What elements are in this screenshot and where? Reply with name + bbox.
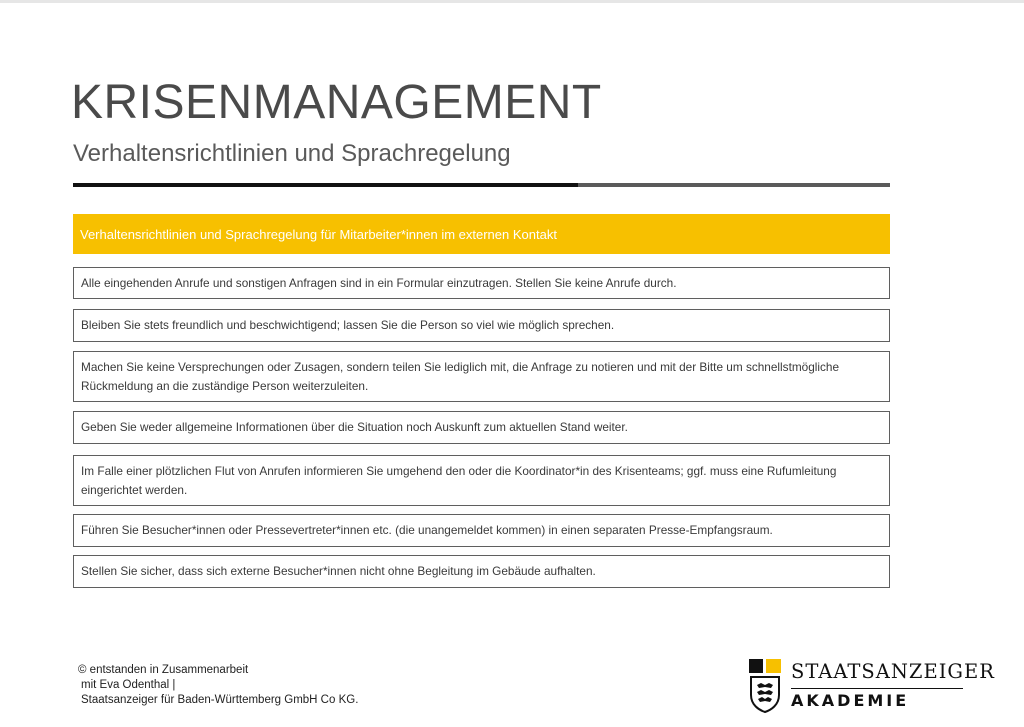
logo-word-staatsanzeiger: STAATSANZEIGER [791, 660, 995, 683]
title-divider-grey [578, 183, 890, 187]
title-divider-dark [73, 183, 578, 187]
section-heading [73, 214, 890, 254]
guideline-text: Führen Sie Besucher*innen oder Pressevertreter*innen etc. (die unangemeldet kommen) in einen separaten Presse-Empfangsraum. [81, 523, 773, 537]
guideline-text: Geben Sie weder allgemeine Informationen über die Situation noch Auskunft zum aktuellen Stand weiter. [81, 420, 628, 434]
guideline-text: Alle eingehenden Anrufe und sonstigen Anfragen sind in ein Formular einzutragen. Stellen Sie keine Anrufe durch. [81, 275, 677, 290]
logo-divider [791, 688, 963, 689]
guideline-text: Machen Sie keine Versprechungen oder Zusagen, sondern teilen Sie lediglich mit, die Anfrage zu notieren und mit der Bitte um schnellstmögliche Rückmeldung an die zuständige Person weiterzuleiten. [81, 359, 840, 393]
footer-line-2: mit Eva Odenthal | [81, 679, 176, 691]
guideline-item-7 [73, 555, 890, 588]
guideline-text: Im Falle einer plötzlichen Flut von Anrufen informieren Sie umgehend den oder die Koordinator*in des Krisenteams; ggf. muss eine Rufumleitung eingerichtet werden. [81, 463, 837, 497]
guideline-item-3 [73, 351, 890, 402]
guideline-item-2 [73, 309, 890, 342]
staatsanzeiger-akademie-logo [749, 659, 995, 715]
coat-of-arms-icon [749, 659, 781, 713]
page-subtitle: Verhaltensrichtlinien und Sprachregelung [73, 140, 511, 167]
footer-credits [78, 663, 358, 708]
guideline-text: Stellen Sie sicher, dass sich externe Besucher*innen nicht ohne Begleitung im Gebäude aufhalten. [81, 564, 596, 578]
guideline-item-4 [73, 411, 890, 444]
title-divider [73, 183, 890, 187]
logo-word-akademie: AKADEMIE [791, 691, 910, 710]
guideline-item-6 [73, 514, 890, 547]
section-heading-text: Verhaltensrichtlinien und Sprachregelung für Mitarbeiter*innen im externen Kontakt [80, 226, 557, 242]
footer-line-3: Staatsanzeiger für Baden-Württemberg GmbH Co KG. [81, 694, 359, 706]
footer-line-1: © entstanden in Zusammenarbeit [78, 664, 249, 676]
page-title: KRISENMANAGEMENT [71, 76, 602, 129]
guideline-text: Bleiben Sie stets freundlich und beschwichtigend; lassen Sie die Person so viel wie möglich sprechen. [81, 318, 615, 332]
guideline-item-5 [73, 455, 890, 506]
guideline-item-1 [73, 267, 890, 299]
